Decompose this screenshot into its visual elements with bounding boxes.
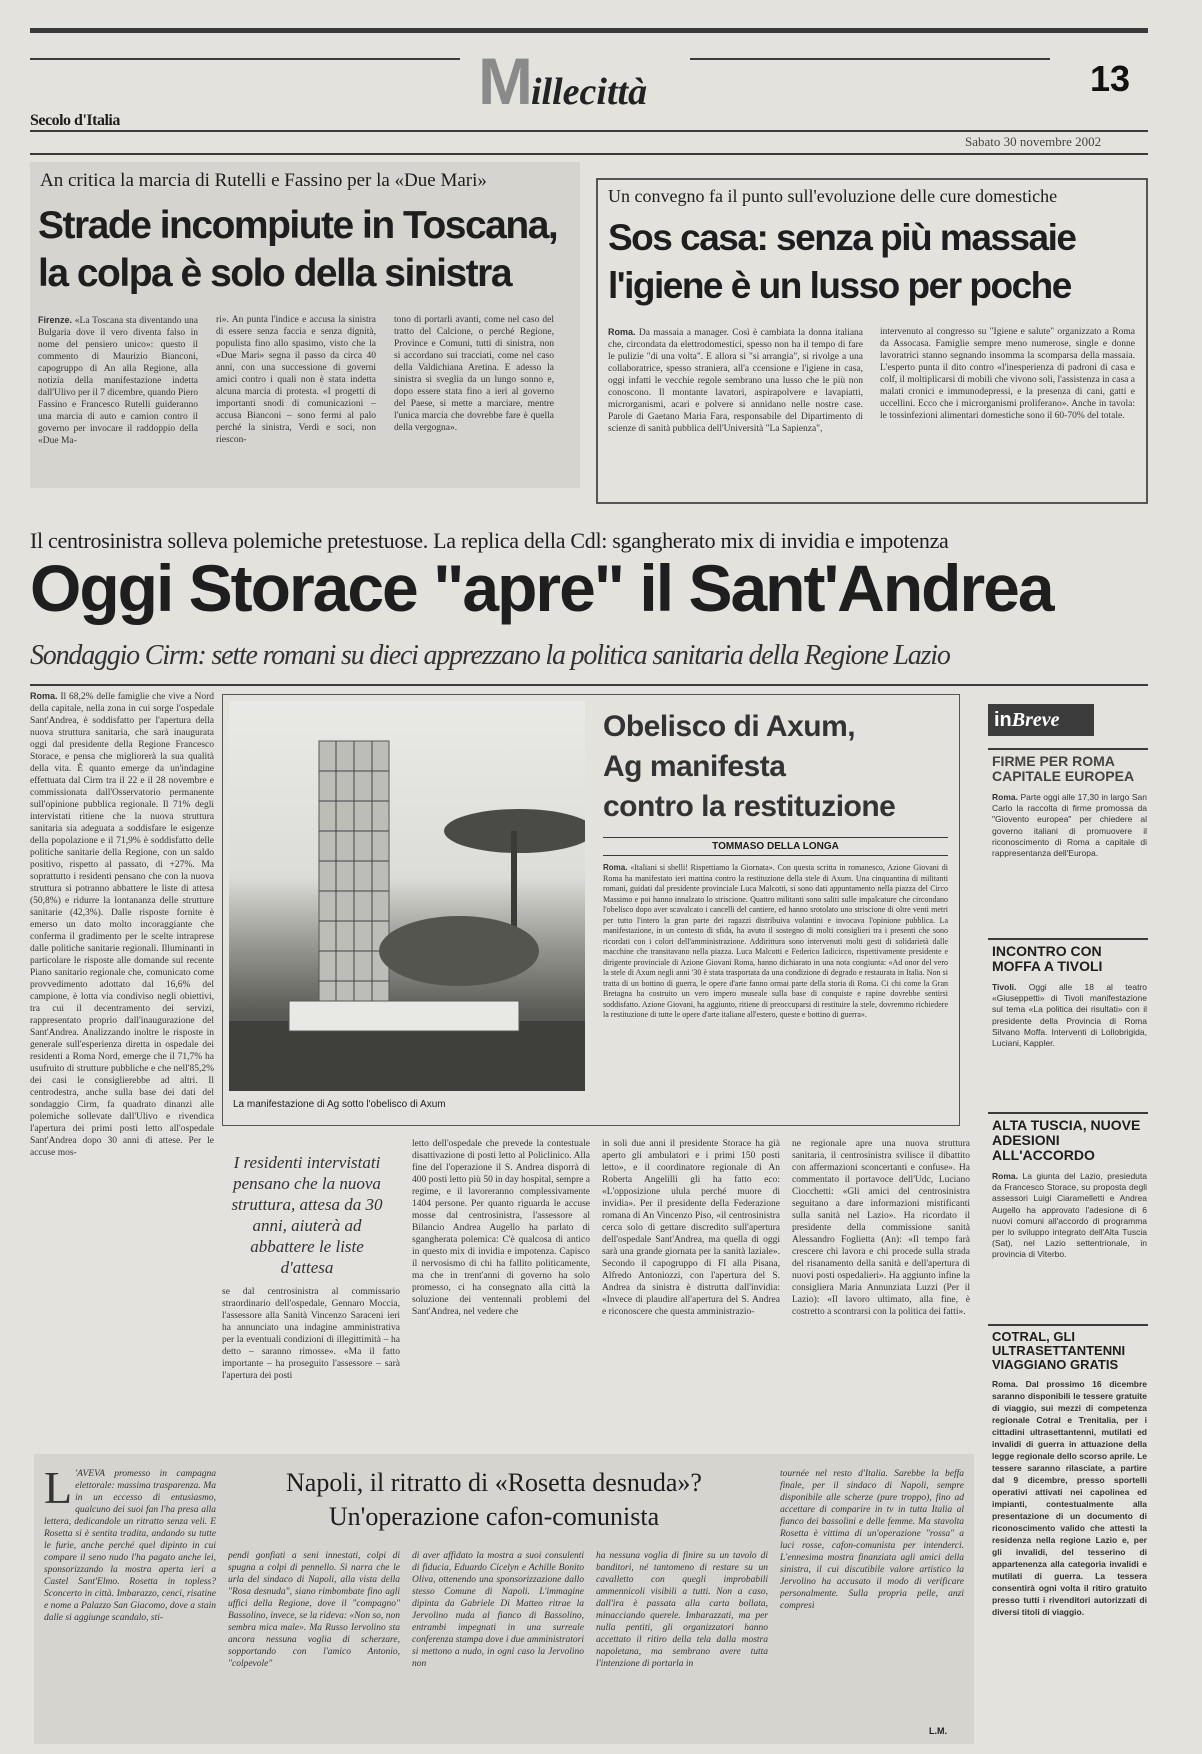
obelisk-scaffold-image <box>229 701 585 1091</box>
bottom-col-3 <box>412 1550 584 1738</box>
bottom-col-5 <box>780 1468 964 1723</box>
brief-rule <box>988 938 1148 940</box>
dateline: Roma. <box>608 327 636 337</box>
page-number: 13 <box>1090 58 1131 99</box>
byline-rule-bottom <box>603 855 948 856</box>
signature: L.M. <box>929 1726 947 1736</box>
top-rule <box>30 28 1148 33</box>
main-col-5 <box>792 1138 970 1428</box>
axum-headline <box>603 707 953 827</box>
label-rest: Breve <box>1011 709 1060 731</box>
article-headline <box>608 214 1143 310</box>
brief-title: ALTA TUSCIA, NUOVE ADESIONI ALL'ACCORDO <box>992 1117 1141 1163</box>
col-text: tournée nel resto d'Italia. Sarebbe la beffa finale, per il sindaco di Napoli, sempre disponibile alle scherze (pure troppo), fino ad accettare di comparire in tv in tutta Italia al fianco dei bassolini e delle femme. Ma stavolta Rosetta è vittima di un'operazione "rossa" a luci rosse, cafon-comunista per intenderci. L'ennesima mostra finanziata agli amici della sinistra, il cui discutibile valore artistico la Jervolino ha accusato il modo di verificare personalmente. Sulla propria pelle, anzi compresi <box>780 1469 964 1611</box>
top-right-article <box>596 178 1148 504</box>
article-col-3 <box>394 314 554 484</box>
col-text: ne regionale apre una nuova struttura sanitaria, il centrosinistra svilisce il dibattito con affermazioni sconcertanti e confuse». Ha commentato il portavoce dell'Udc, Luciano Ciocchetti: «Gli amici del centrosinistra seguitano a dare informazioni mistificanti sulla sanità nel Lazio». Ha ricordato il presidente della commissione sanità Alessandro Foglietta (An): «Il tempo farà crescere chi lavora e chi procede sulla strada del risanamento della sanità e dell'apertura di nuovi posti ospedalieri». Ha aggiunto infine la consigliera Maria Annunziata Luzzi (Per il Lazio): «Il lavoro ultimato, alla fine, è costretto a scontrarsi con la politica dei fatti». <box>792 1139 970 1317</box>
article-col-1 <box>608 326 863 494</box>
article-col-2 <box>216 314 376 484</box>
dateline: Roma. <box>30 691 58 701</box>
bottom-col-4 <box>596 1550 768 1738</box>
bottom-col-2 <box>228 1550 400 1738</box>
brief-item <box>992 1118 1147 1331</box>
bottom-headline <box>214 1466 774 1534</box>
bottom-article <box>34 1454 974 1744</box>
dateline: Roma. <box>992 1379 1018 1389</box>
section-initial: M <box>478 44 531 118</box>
brief-rule <box>988 1112 1148 1114</box>
col-text: «Italiani si sbelli! Rispettiamo la Giornata». Con questa scritta in romanesco, Azione Giovani di Roma ha manifestato ieri mattina contro la restituzione della stele di Axum. Una cinquantina di militanti romani, guidati dal presidente provinciale Luca Malcotti, si sono dati appuntamento nella piazza del Circo Massimo e poi hanno innalzato lo striscione. Quattro militanti sono saliti sulle impalcature che circondano l'obelisco dopo aver scavalcato i cancelli del cantiere, ed hanno srotolato uno striscione di oltre venti metri per tutto l'intero la gran parte dei ragazzi distribuiva volantini e invocava l'opinione pubblica. La manifestazione, in un contesto di sfida, ha avuto il sostegno di molti consiglieri tra i presenti che sono ricordati con i colori dell'amministrazione. Addirittura sono intervenuti molti gesti di solidarietà dalle macchine che transitavano nella piazza. Luca Malcotti e Federico Iadicicco, rispettivamente presidente e dirigente provinciale di Azione Giovani Roma, hanno dichiarato in una nota congiunta: «Ad onor del vero la stele di Axum negli anni '30 è stata trasportata da una condizione di degrado e restaurata in Italia. Non si tratta di un bottino di guerra, le opere d'arte fanno ormai parte della storia di Roma. Ci chi come la Gran Bretagna ha costruito un vero impero museale sulla base di conquiste e rapine dovrebbe sentirsi soddisfatto. Azione Giovani, ha aggiunto, ritiene di preoccuparsi di restituire la stele, dovremmo richiedere la restituzione di tutte le opere d'arte italiane all'estero, queste e bottino di guerra». <box>603 863 948 1019</box>
dateline: Roma. <box>992 1171 1018 1181</box>
main-headline: Oggi Storace "apre" il Sant'Andrea <box>30 551 1053 625</box>
col-text: Il 68,2% delle famiglie che vive a Nord della capitale, nella zona in cui sorge l'ospedale Sant'Andrea, è soddisfatto per l'apertura della nuova struttura sanitaria, che sarà inaugurata oggi dal presidente della Regione Francesco Storace, e pensa che migliorerà la sua qualità della vita. È quanto emerge da un'indagine effettuata dal Cirm tra il 22 e il 28 novembre e commissionata dall'Osservatorio permanente sull'opinione pubblica regionale. Il 71% degli intervistati ritiene che la nuova struttura sanitaria sia adeguata a soddisfare le esigenze della popolazione e il 71,9% è soddisfatto delle politiche sanitarie della Regione, con un saldo positivo, rispetto al passato, di +27%. Ma soprattutto i residenti pensano che con la nuova struttura si potranno abbattere le liste di attesa (50,8%) e ridurre la lontananza delle strutture sanitarie (42,3%). Dalle risposte fornite è emerso un dato molto incoraggiante che conferma il gradimento per le scelte intraprese dalle politiche sanitarie regionali. Illuminanti in particolare le risposte alle domande sul recente Piano sanitario regionale che, comunicato come provvedimento adottato dal 16,6% del campione, è lotta via condiviso negli obiettivi, tra cui il decentramento dei servizi, rappresentato proprio dall'inaugurazione del Sant'Andrea. Analizzando inoltre le risposte in generale sull'esperienza diretta in ospedale dei residenti a Roma Nord, emerge che il 71,7% ha usufruito di strutture pubbliche e che nell'85,2% dei casi le consiglierebbe ad altri. Il centrodestra, anche sulla base dei dati del sondaggio Cirm, fa quadrato dinanzi alle polemiche sollevate dall'Ulivo e rivendica l'apertura dei primi posti letto all'ospedale Sant'Andrea dopo 30 anni di attese. Per le accuse mos- <box>30 692 214 1158</box>
col-text: se dal centrosinistra al commissario straordinario dell'ospedale, Gennaro Moccia, l'assessore alla Sanità Vincenzo Saraceni ieri ha annunciato una indagine amministrativa per la eventuali condizioni di illegittimità – ha detto – saranno rimosse». «Ma il fatto importante – ha proseguito l'assessore – sarà l'apertura dei posti <box>222 1287 400 1381</box>
article-kicker: An critica la marcia di Rutelli e Fassino per la «Due Mari» <box>40 170 487 191</box>
article-col-1 <box>38 314 198 484</box>
masthead-rule-right <box>690 58 1050 60</box>
dateline: Roma. <box>603 863 628 872</box>
bottom-lead <box>44 1468 216 1738</box>
date-rule <box>30 153 1148 155</box>
article-col-2 <box>880 326 1135 494</box>
axum-body <box>603 863 948 1118</box>
article-kicker: Un convegno fa il punto sull'evoluzione delle cure domestiche <box>608 186 1058 206</box>
col-text: pendi gonfiati a seni innestati, colpi di spugna a colpi di pennello. Si narra che le urla del sindaco di Napoli, alla vista della "Rosa desnuda", siano rimbombate fino agli uffici della Regione, dove il "compagno" Bassolino, invece, se la rideva: «Non so, non sembra mica male». Ma Russo Iervolino sta ancora nessuna voglia di scherzare, sopportando con l'amico Antonio, "colpevole" <box>228 1551 400 1669</box>
brief-text <box>992 792 1147 908</box>
col-text: Parte oggi alle 17,30 in largo San Carlo la raccolta di firme promossa da "Giovento europea" per chiedere al governo italiani di promuovere il riconoscimento di Roma a capitale di rappresentanza dell'Europa. <box>992 792 1147 859</box>
label-prefix: in <box>994 709 1012 731</box>
photo-caption: La manifestazione di Ag sotto l'obelisco di Axum <box>233 1099 446 1110</box>
dateline: Tivoli. <box>992 982 1017 992</box>
col-text: Dal prossimo 16 dicembre saranno disponibili le tessere gratuite di viaggio, sui mezzi di competenza regionale Cotral e Trenitalia, per i cittadini ultrasettantenni, mutilati ed invalidi di guerra in attuazione della legge regionale dello scorso aprile. Le tessere saranno rilasciate, a partire dal 9 dicembre, presso sportelli operativi attivati nei capolinea ed impianti, contestualmente alla presentazione di un documento di riconoscimento valido che attesti la residenza nella regione Lazio e, per gli invalidi, del tesserino di appartenenza alla categoria invalidi e mutilati di guerra. La tessera consentirà ogni volta il ritiro gratuito presso tutti i rivenditori autorizzati di diversi titoli di viaggio. <box>992 1379 1147 1617</box>
masthead-bottom-rule <box>30 130 1148 132</box>
col-text: intervenuto al congresso su "Igiene e salute" organizzato a Roma da Assocasa. Famiglie sempre meno numerose, single e donne lavoratrici stanno segnando insomma la scomparsa della massaia. L'esperto punta il dito contro «l'inesperienza di padroni di casa e colf, il moltiplicarsi di mobili che vivono soli, l'assistenza in casa a malati cronici e immunodepressi, e la presenza di cani, gatti e uccellini. Ecco che i microrganismi proliferano». Anche in tavola: le tossinfezioni alimentari domestiche sono il 60-70% del totale. <box>880 327 1135 421</box>
col-text: ri». An punta l'indice e accusa la sinistra di essere senza faccia e senza dignità, populista fino allo spasimo, visto che la «Due Mari» segna il passo da circa 40 anni, con una successione di governi amici contro i quali non è stata indetta alcuna marcia di protesta. «I progetti di importanti snodi di comunicazioni – accusa Bianconi – sono fermi al palo perché la sinistra, Verdi e soci, non riescon- <box>216 315 376 445</box>
headline-line-1: Sos casa: senza più massaie <box>608 217 1076 258</box>
axum-article <box>222 694 960 1126</box>
col-text: Da massaia a manager. Così è cambiata la donna italiana che, circondata da elettrodomestici, spesso non ha il tempo di fare le pulizie "di una volta". E allora si "si arrangia", si rivolge a una collaboratrice, spesso straniera, all'a ccensione e l'igiene in casa, oggi infatti le vecchie regole sembrano una lusso che le più non conoscono. Il montante lavatori, aspirapolvere e lavapiatti, microrganismi, acari e polvere si annidano nelle nostre case. Parole di Gaetano Maria Fara, responsabile del Dipartimento di scienze di sanità pubblica dell'Università "La Sapienza", <box>608 328 863 434</box>
brief-title: INCONTRO CON MOFFA A TIVOLI <box>992 943 1103 974</box>
article-headline <box>38 202 583 298</box>
brief-text <box>992 1378 1147 1748</box>
main-col-4 <box>602 1138 780 1428</box>
main-col-1 <box>30 690 214 1426</box>
headline-line-2: la colpa è solo della sinistra <box>38 252 512 295</box>
newspaper-name: Secolo d'Italia <box>30 112 120 129</box>
headline-line-1: Obelisco di Axum, <box>603 710 856 743</box>
col-text: letto dell'ospedale che prevede la contestuale disattivazione di posti letto al Policlinico. Alla fine del l'operazione il S. Andrea disporrà di 400 posti letto più 50 in day hospital, sempre a regime, e il lavoreranno complessivamente 1404 persone. Per quanto riguarda le accuse mosse dal centrosinistra, l'assessore al Bilancio Andrea Augello ha parlato di sgangherata polemica: C'è qualcosa di antico in questo mix di invidia e impotenza. Capisco il nervosismo di chi ha fallito politicamente, ma che in trent'anni di governo ha solo promesso, ci ha consegnato alla città la soluzione dei ventennali problemi del Sant'Andrea, nel vedere che <box>412 1139 590 1317</box>
dateline: Roma. <box>992 792 1018 802</box>
brief-item <box>992 1330 1147 1748</box>
axum-byline: TOMMASO DELLA LONGA <box>712 841 839 852</box>
brief-title: COTRAL, GLI ULTRASETTANTENNI VIAGGIANO GRATIS <box>992 1329 1126 1372</box>
col-text: Oggi alle 18 al teatro «Giuseppetti» di Tivoli manifestazione sul tema «La politica dei risultati» con il presidente della Provincia di Roma Silvano Moffa. Interventi di Lollobrigida, Luciani, Kappler. <box>992 982 1147 1049</box>
brief-text <box>992 982 1147 1098</box>
pull-quote: I residenti intervistati pensano che la nuova struttura, attesa da 30 anni, aiuterà ad abbattere le liste d'attesa <box>231 1153 383 1277</box>
headline-line-3: contro la restituzione <box>603 790 896 823</box>
headline-line-1: Strade incompiute in Toscana, <box>38 204 558 247</box>
brief-title: FIRME PER ROMA CAPITALE EUROPEA <box>992 753 1135 784</box>
headline-line-2: Ag manifesta <box>603 750 786 783</box>
in-breve-sidebar <box>988 704 1148 1754</box>
in-breve-label <box>988 704 1094 736</box>
col-text: tono di portarli avanti, come nel caso del tratto del Calcione, o perché Regione, Province e Comuni, tutti di sinistra, non si accordano sui tracciati, come nel caso della Valdichiana Aretina. E adesso la sinistra si sveglia da un lungo sonno e, dopo essere stata fino a ieri al governo del Paese, si mette a marciare, mentre l'unica marcia che dovrebbe fare è quella della vergogna». <box>394 315 554 433</box>
section-rest: illecittà <box>530 71 648 113</box>
col-text: «La Toscana sta diventando una Bulgaria dove il vero diventa falso in nome del pensiero unico»: questo il commento di Maurizio Bianconi, capogruppo di An alla Regione, alla notizia della manifestazione indetta dall'Ulivo per il 7 dicembre, quando Piero Fassino e Francesco Rutelli guideranno una marcia di auto e camion contro il governo per invocare il raddoppio della «Due Ma- <box>38 316 198 446</box>
col-text: in soli due anni il presidente Storace ha già aperto gli ambulatori e i primi 150 posti letto», e il coordinatore regionale di An Roberta Angelilli gli ha fatto eco: «L'opposizione ulula perché muore di invidia». Per il presidente della Federazione romana di An Vincenzo Piso, «il centrosinistra cerca solo di gettare discredito sull'apertura dell'ospedale Sant'Andrea, ma quella di oggi sarà una grande giornata per la sanità laziale». Secondo il capogruppo di FI alla Pisana, Alfredo Antoniozzi, con l'apertura del S. Andrea da sinistra è distrutta dall'invidia: «Invece di plaudire all'apertura del S. Andrea e riconoscere che questa amministrazio- <box>602 1139 780 1317</box>
axum-photo <box>229 701 585 1091</box>
headline-line-2: l'igiene è un lusso per poche <box>608 265 1071 306</box>
main-subheadline: Sondaggio Cirm: sette romani su dieci apprezzano la politica sanitaria della Regione Lazio <box>30 640 950 671</box>
headline-line-1: Napoli, il ritratto di «Rosetta desnuda»? <box>286 1468 702 1497</box>
dateline: Firenze. <box>38 315 73 325</box>
masthead-rule-left <box>30 58 460 60</box>
col-text: 'AVEVA promesso in campagna elettorale: massima trasparenza. Ma in un eccesso di entusiasmo, qualcuno dei suoi fan l'ha presa alla lettera, dedicandole un ritratto senza veli. E Rosetta si è sentita tradita, andando su tutte le furie, anche perché quel dipinto in cui compare il seno nudo l'ha pagato anche lei, sponsorizzando la mostra aperta ieri a Castel Sant'Elmo. Rosetta in topless? Sconcerto in città. Imbarazzo, cenci, risatine e nome a Palazzo San Giacomo, dove a stain dalle si aggiunge scandalo, sti- <box>44 1469 216 1623</box>
section-title <box>478 44 648 118</box>
brief-item <box>992 754 1147 908</box>
byline-rule <box>603 837 948 838</box>
headline-line-2: Un'operazione cafon-comunista <box>328 1502 660 1531</box>
brief-text <box>992 1171 1147 1331</box>
main-header-rule <box>30 684 1148 686</box>
issue-date: Sabato 30 novembre 2002 <box>965 134 1102 149</box>
main-col-3 <box>412 1138 590 1428</box>
col-text: ha nessuna voglia di finire su un tavolo di banditori, né tantomeno di restare su un cavalletto con quegli improbabili ammennicoli visibili a tutti. Non a caso, dall'ira è passata alla carta bollata, minacciando querele. Imbarazzati, ma per nulla pentiti, gli organizzatori hanno accettato il ritiro della tela dalla mostra napoletana, ma sembrano avere tutta l'intenzione di portarla in <box>596 1551 768 1669</box>
col-text: di aver affidato la mostra a suoi consulenti di fiducia, Eduardo Cicelyn e Achille Bonito Oliva, ottenendo una sponsorizzazione dallo stesso Comune di Napoli. L'immagine dipinta da Gabriele Di Matteo ritrae la Jervolino nuda al fianco di Bassolino, entrambi impegnati in una surreale conferenza stampa dove i due amministratori si mettono a nudo, in ogni caso la Jervolino non <box>412 1551 584 1669</box>
brief-rule <box>988 748 1148 750</box>
brief-item <box>992 944 1147 1098</box>
main-col-2 <box>222 1286 400 1428</box>
drop-cap: L <box>44 1468 73 1513</box>
top-left-article <box>30 162 580 488</box>
brief-rule <box>988 1324 1148 1326</box>
col-text: La giunta del Lazio, presieduta da Francesco Storace, su proposta degli assessori Luigi Ciaramelletti e Andrea Augello ha approvato l'adesione di 6 nuovi comuni all'accordo di programma per lo sviluppo integrato dell'Alta Tuscia (Sat), nel Lazio settentrionale, in provincia di Viterbo. <box>992 1171 1147 1260</box>
main-kicker: Il centrosinistra solleva polemiche pretestuose. La replica della Cdl: sgangherato mix di invidia e impotenza <box>30 528 949 553</box>
